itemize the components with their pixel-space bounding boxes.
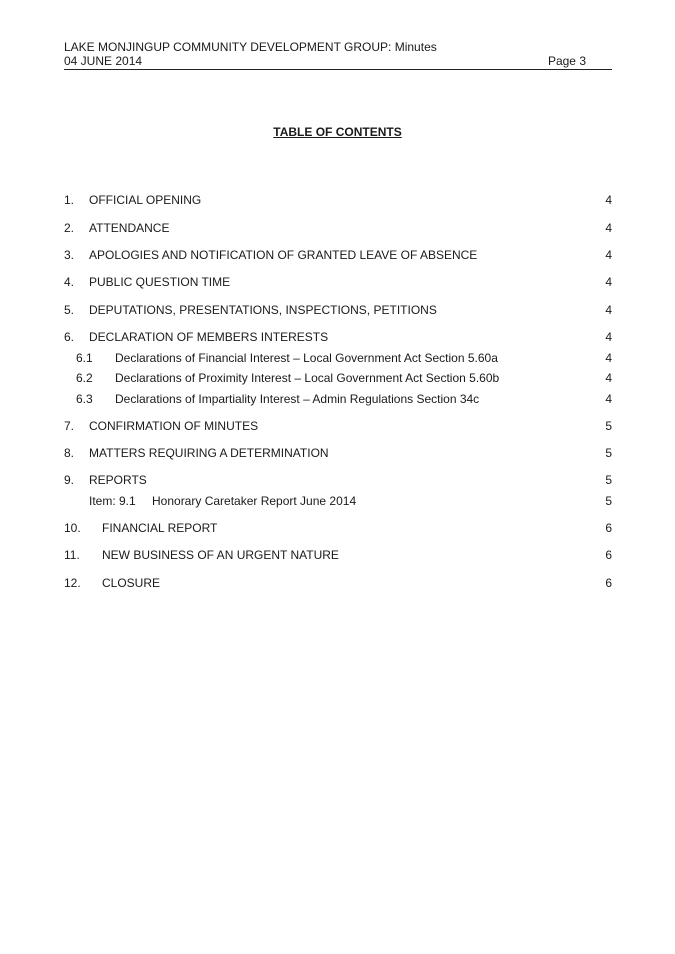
toc-subentry[interactable] [64, 351, 612, 365]
toc-entry[interactable] [64, 303, 612, 317]
toc-entry-number: 6. [64, 330, 75, 344]
toc-subentry[interactable] [64, 371, 612, 385]
toc-entry-label: REPORTS [89, 473, 147, 487]
toc-subentry-page: 4 [605, 351, 612, 365]
toc-subentry-number: 6.1 [76, 351, 93, 365]
toc-entry-label: APOLOGIES AND NOTIFICATION OF GRANTED LEAVE OF ABSENCE [89, 248, 478, 262]
toc-entry-page: 6 [605, 548, 612, 562]
toc-entry-label: CLOSURE [102, 576, 161, 590]
toc-entry-page: 4 [605, 248, 612, 262]
toc-entry-number: 4. [64, 275, 75, 289]
toc-entry-label: DECLARATION OF MEMBERS INTERESTS [89, 330, 329, 344]
toc-title: TABLE OF CONTENTS [273, 125, 402, 139]
toc-entry-number: 3. [64, 248, 75, 262]
toc-subentry-number: 6.3 [76, 392, 93, 406]
toc-entry-number: 2. [64, 221, 75, 235]
toc-entry-label: MATTERS REQUIRING A DETERMINATION [89, 446, 329, 460]
toc-entry-page: 6 [605, 521, 612, 535]
toc-entry[interactable] [64, 446, 612, 460]
toc-entry-number: 10. [64, 521, 81, 535]
header-title: LAKE MONJINGUP COMMUNITY DEVELOPMENT GROUP: Minutes [64, 40, 437, 54]
toc-entry[interactable] [64, 221, 612, 235]
toc-entry-number: 8. [64, 446, 75, 460]
page-header [64, 40, 612, 68]
toc-entry[interactable] [64, 419, 612, 433]
toc-entry-label: OFFICIAL OPENING [89, 193, 202, 207]
toc-entry[interactable] [64, 576, 612, 590]
header-page-number: Page 3 [547, 54, 586, 68]
header-rule [64, 69, 612, 70]
toc-subentry-label: Declarations of Financial Interest – Local Government Act Section 5.60a [115, 351, 498, 365]
toc-entry-page: 5 [605, 419, 612, 433]
toc-entry-number: 12. [64, 576, 81, 590]
toc-entry-label: CONFIRMATION OF MINUTES [89, 419, 259, 433]
toc-entry-number: 9. [64, 473, 75, 487]
toc-subentry-number: Item: 9.1 [89, 494, 136, 508]
toc-entry-number: 5. [64, 303, 75, 317]
toc-entry-page: 4 [605, 330, 612, 344]
toc-entry[interactable] [64, 521, 612, 535]
toc-subentry-page: 4 [605, 371, 612, 385]
toc-subentry-number: 6.2 [76, 371, 93, 385]
toc-entry-label: DEPUTATIONS, PRESENTATIONS, INSPECTIONS, PETITIONS [89, 303, 437, 317]
toc-subentry-label: Honorary Caretaker Report June 2014 [152, 494, 357, 508]
toc-entry-label: PUBLIC QUESTION TIME [89, 275, 231, 289]
header-row [64, 54, 612, 68]
toc-entry-label: NEW BUSINESS OF AN URGENT NATURE [102, 548, 339, 562]
toc-subentry-label: Declarations of Impartiality Interest – Admin Regulations Section 34c [115, 392, 480, 406]
toc-subentry[interactable] [64, 494, 612, 508]
toc-entry-page: 5 [605, 446, 612, 460]
toc-entry[interactable] [64, 193, 612, 207]
toc-entry[interactable] [64, 330, 612, 344]
toc-entry-label: FINANCIAL REPORT [102, 521, 218, 535]
toc-entry-page: 4 [605, 221, 612, 235]
toc-entry-page: 4 [605, 303, 612, 317]
toc-entry-page: 5 [605, 473, 612, 487]
toc-entry-number: 7. [64, 419, 75, 433]
toc-entry-number: 11. [64, 548, 80, 562]
toc-entry[interactable] [64, 275, 612, 289]
toc-entry-page: 6 [605, 576, 612, 590]
toc-subentry-page: 5 [605, 494, 612, 508]
toc-subentry-label: Declarations of Proximity Interest – Local Government Act Section 5.60b [115, 371, 500, 385]
toc-subentry-page: 4 [605, 392, 612, 406]
toc-entry[interactable] [64, 473, 612, 487]
toc-entry-page: 4 [605, 275, 612, 289]
header-date: 04 JUNE 2014 [64, 54, 143, 68]
toc-entry-number: 1. [64, 193, 75, 207]
toc-entry-label: ATTENDANCE [89, 221, 170, 235]
toc-entry[interactable] [64, 548, 612, 562]
toc-entry[interactable] [64, 248, 612, 262]
toc-entry-page: 4 [605, 193, 612, 207]
toc-subentry[interactable] [64, 392, 612, 406]
